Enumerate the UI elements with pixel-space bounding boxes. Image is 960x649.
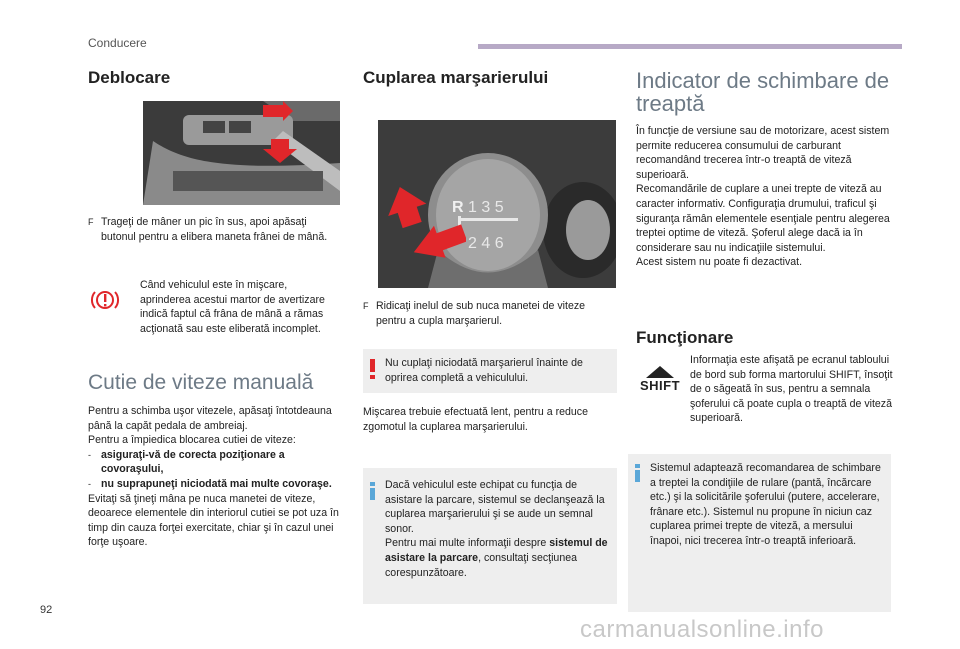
brake-warning-text: Când vehiculul este în mişcare, aprinderea acestui martor de avertizare indică faptul că frâna de mână a rămas acţionată sau este eliberată incomplet.: [140, 279, 325, 335]
reverse-warning-box: [363, 349, 617, 393]
bullet-symbol: F: [88, 217, 94, 227]
shift-label: SHIFT: [640, 378, 681, 393]
list-dash: -: [88, 449, 91, 460]
indicator-p3: Acest sistem nu poate fi dezactivat.: [636, 256, 803, 269]
reverse-step: [363, 299, 617, 328]
unlock-step-text: Trageţi de mâner un pic în sus, apoi apăsaţi butonul pentru a elibera maneta frânei de mână.: [101, 216, 328, 243]
parking-assist-p2: [385, 536, 613, 580]
title-functionare: Funcţionare: [636, 328, 734, 347]
title-reverse: Cuplarea marşarierului: [363, 68, 549, 87]
unlock-step: [88, 215, 340, 244]
list-item: [88, 477, 342, 492]
reverse-para: Mişcarea trebuie efectuată lent, pentru a reduce zgomotul la cuplarea marşarierului.: [363, 406, 588, 433]
parking-assist-info-box: [363, 468, 617, 604]
title-deblocare: Deblocare: [88, 68, 171, 87]
indicator-text: [636, 124, 894, 270]
reverse-arrows-icon: [386, 186, 466, 266]
list-item: [88, 448, 342, 477]
handbrake-photo: [143, 101, 340, 205]
reverse-step-text: Ridicaţi inelul de sub nuca manetei de viteze pentru a cupla marşarierul.: [376, 300, 586, 327]
handbrake-illustration: [143, 101, 340, 205]
column-unlock: [88, 64, 340, 88]
section-label: Conducere: [88, 36, 147, 50]
reverse-warning-text: Nu cuplaţi niciodată marşarierul înainte de oprirea completă a vehiculului.: [385, 357, 583, 384]
list-item-text: nu suprapuneţi niciodată mai multe covoraşe.: [101, 477, 332, 490]
indicator-p2: Recomandările de cuplare a unei trepte de viteză au caracter informativ. Configuraţia drumului, traficul şi siguranţa rămân elementele esenţiale pentru alegerea treptei optime de viteză. Şoferul alege dacă ia în considerare sau nu indicaţiile sistemului.: [636, 183, 890, 254]
info-icon: [635, 464, 640, 482]
title-manual-gearbox: Cutie de viteze manuală: [88, 371, 314, 394]
shift-info-text: Sistemul adaptează recomandarea de schimbare a treptei la condiţiile de rulare (pantă, încărcare etc.) şi la solicitările şoferului (putere, accelerare, frânare etc.). Sistemul nu propune în niciun caz cuplarea primei trepte de viteză, a mersului înapoi, nici trecerea într-o treaptă inferioară.: [650, 462, 881, 547]
info-icon: [370, 482, 375, 500]
gearbox-para3: Evitaţi să ţineţi mâna pe nuca manetei de viteze, deoarece elementele din interiorul cutiei se pot uza în timp din cauza forţei exercitate, chiar şi în cazul unei forţe uşoare.: [88, 492, 339, 549]
shift-info-box: [628, 454, 891, 612]
list-item-text: asiguraţi-vă de corecta poziţionare a covoraşului,: [101, 448, 285, 476]
warning-exclamation-icon: [370, 359, 375, 379]
page-number: 92: [40, 604, 53, 616]
gearbox-text: [88, 404, 342, 550]
indicator-p1: În funcţie de versiune sau de motorizare, acest sistem permite reducerea consumului de carburant recomandând trecerea într-o treaptă de viteză superioară.: [636, 125, 890, 181]
parking-assist-p1: Dacă vehiculul este echipat cu funcţia de asistare la parcare, sistemul se declanşează la cuplarea marşarierului şi se aude un semnal sonor.: [385, 479, 605, 535]
shift-text: Informaţia este afişată pe ecranul tabloului de bord sub forma martorului SHIFT, însoţit de o săgeată în sus, pentru a semnala şoferului că poate cupla o treaptă de viteză superioară.: [690, 354, 893, 425]
parking-assist-link: sistemul de asistare la parcare: [385, 537, 608, 564]
gearbox-para2: Pentru a împiedica blocarea cutiei de viteze:: [88, 434, 296, 447]
title-gear-shift-indicator: Indicator de schimbare de treaptă: [636, 68, 890, 116]
knob-r-label: R: [452, 199, 464, 216]
parking-assist-text: [385, 478, 613, 580]
knob-top-label: 1 3 5: [468, 199, 504, 216]
watermark: carmanualsonline.info: [580, 616, 824, 643]
parking-assist-p2-post: , consultaţi secţiunea corespunzătoare.: [385, 551, 577, 579]
brake-warning-icon: [90, 288, 120, 312]
header-bar: [478, 44, 902, 49]
parking-assist-p2-pre: Pentru mai multe informaţii despre: [385, 537, 550, 550]
knob-bottom-label: 2 4 6: [468, 235, 504, 252]
list-dash: -: [88, 478, 91, 489]
gearbox-para1: Pentru a schimba uşor vitezele, apăsaţi întotdeauna până la capăt pedala de ambreiaj.: [88, 405, 332, 432]
shift-icon: [640, 366, 680, 396]
bullet-symbol: F: [363, 301, 369, 311]
